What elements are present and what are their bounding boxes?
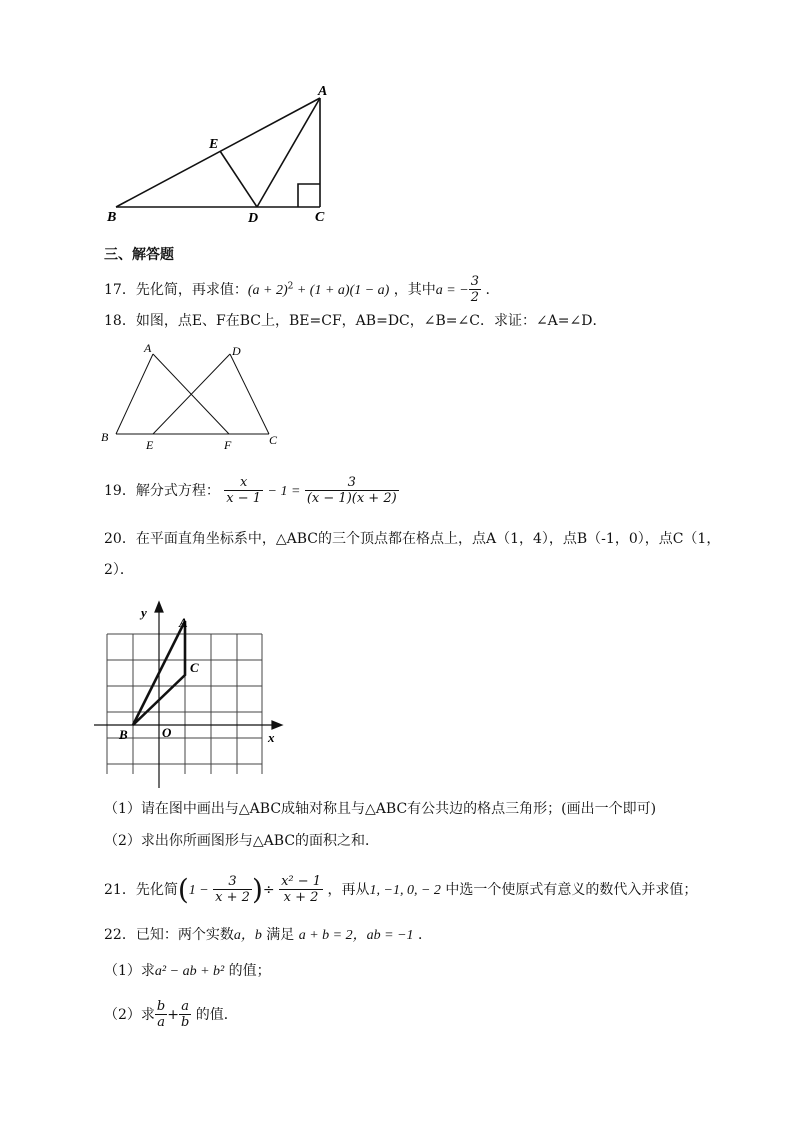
segment-ed <box>220 151 257 207</box>
q22-fraction-1 <box>155 1000 167 1030</box>
question-19 <box>104 476 399 506</box>
q17-number: 17． <box>104 282 136 298</box>
q18-text: 如图，点E、F在BC上，BE=CF，AB=DC，∠B=∠C．求证：∠A=∠D． <box>135 313 607 329</box>
q21-one-minus: 1 − <box>188 883 209 898</box>
q21-tail2: 中选一个使原式有意义的数代入并求值； <box>445 882 698 898</box>
q22-f2-den: b <box>180 1015 190 1030</box>
q17-end: . <box>485 282 490 298</box>
q19-number: 19． <box>104 483 136 499</box>
question-18 <box>104 312 606 330</box>
q22-text: 已知：两个实数 <box>135 927 234 943</box>
label-a3: A <box>179 615 188 630</box>
q17-frac-den: 2 <box>470 290 479 305</box>
q21-tail: ，再从 <box>327 882 370 898</box>
q21-number: 21． <box>104 882 136 898</box>
segment-dc <box>230 354 269 434</box>
q17-frac-num: 3 <box>470 274 479 289</box>
q19-text: 解分式方程： <box>135 483 220 499</box>
q19-fraction-1 <box>224 476 263 506</box>
q22-sub2-pre: （2）求 <box>104 1007 155 1023</box>
q19-f1-den: x − 1 <box>226 491 262 506</box>
q21-paren-open: ( <box>177 873 189 906</box>
y-axis-arrow <box>155 602 163 612</box>
label-o: O <box>162 725 172 740</box>
q21-set: 1, −1, 0, − 2 <box>369 883 441 898</box>
q17-expr-a: (a + 2) <box>247 283 288 298</box>
label-y: y <box>141 605 147 620</box>
q20-line2: 2）． <box>104 562 134 578</box>
q21-text: 先化简 <box>135 882 178 898</box>
figure-triangle-ade <box>100 80 340 230</box>
q20-number: 20． <box>104 531 136 547</box>
label-a2: A <box>144 341 152 355</box>
label-a: A <box>318 84 328 99</box>
q21-fraction-a <box>213 875 252 905</box>
q21-div: ÷ <box>262 882 275 898</box>
label-c3: C <box>190 660 199 675</box>
q19-f2-den: (x − 1)(x + 2) <box>306 491 397 506</box>
question-17 <box>104 275 490 305</box>
q21-paren-close: ) <box>251 873 263 906</box>
label-c: C <box>315 210 325 225</box>
x-axis-arrow <box>272 721 282 729</box>
q22-sub1-expr: a² − ab + b² <box>154 964 225 979</box>
right-angle-mark <box>298 184 320 207</box>
question-21 <box>104 875 697 905</box>
q22-vars: a，b <box>233 928 262 943</box>
q21-fa-num: 3 <box>228 874 237 889</box>
q20-sub1: （1）请在图中画出与△ABC成轴对称且与△ABC有公共边的格点三角形；(画出一个即可) <box>104 801 657 817</box>
q17-expr-sup: 2 <box>287 281 294 292</box>
q21-fa-den: x + 2 <box>215 890 250 905</box>
q17-mid: ，其中 <box>393 282 436 298</box>
question-20-line-1 <box>104 530 720 548</box>
q22-cond-text: 满足 <box>266 927 295 943</box>
axes <box>94 602 282 788</box>
figure-coordinate-grid <box>88 592 298 792</box>
q22-number: 22． <box>104 927 136 943</box>
q17-expr-b: + (1 + a)(1 − a) <box>293 283 390 298</box>
q22-plus: + <box>167 1007 179 1023</box>
q22-sub1-post: 的值； <box>228 963 271 979</box>
label-b2: B <box>101 430 109 444</box>
q22-sub2 <box>104 1000 238 1030</box>
figure-overlapping-triangles <box>96 338 286 458</box>
segment-ab2 <box>116 354 153 434</box>
q22-sub1-pre: （1）求 <box>104 963 155 979</box>
label-c2: C <box>269 433 278 447</box>
q17-fraction <box>469 275 481 305</box>
q22-sub1 <box>104 962 271 981</box>
label-d: D <box>248 211 259 226</box>
label-x: x <box>268 730 275 745</box>
q21-fb-num: x² − 1 <box>281 874 322 889</box>
q19-f1-num: x <box>239 475 248 490</box>
q22-fraction-2 <box>179 1000 191 1030</box>
section-title: 三、解答题 <box>104 247 174 263</box>
q22-f1-den: a <box>155 1014 167 1030</box>
label-b: B <box>107 210 117 225</box>
label-b3: B <box>119 727 128 742</box>
label-e: E <box>209 137 219 152</box>
question-22 <box>104 926 432 945</box>
q19-f2-num: 3 <box>347 475 356 490</box>
q21-fb-den: x + 2 <box>279 889 323 905</box>
q19-fraction-2 <box>305 476 399 506</box>
q22-f1-num: b <box>156 999 166 1014</box>
label-d2: D <box>232 344 241 358</box>
q18-number: 18． <box>104 313 136 329</box>
q17-var: a = − <box>435 283 469 298</box>
q20-line1: 在平面直角坐标系中，△ABC的三个顶点都在格点上，点A（1，4），点B（-1，0），点C（1， <box>135 531 721 547</box>
label-e2: E <box>146 438 154 452</box>
q17-text: 先化简，再求值： <box>135 282 248 298</box>
label-f2: F <box>224 438 232 452</box>
q22-end: ． <box>417 927 432 943</box>
q22-cond: a + b = 2，ab = −1 <box>298 928 414 943</box>
q21-fraction-b <box>279 875 323 905</box>
q22-sub2-post: 的值． <box>195 1007 238 1023</box>
q20-sub2: （2）求出你所画图形与△ABC的面积之和． <box>104 833 380 849</box>
q22-f2-num: a <box>181 999 190 1014</box>
q19-minus-one: − 1 = <box>267 484 301 499</box>
